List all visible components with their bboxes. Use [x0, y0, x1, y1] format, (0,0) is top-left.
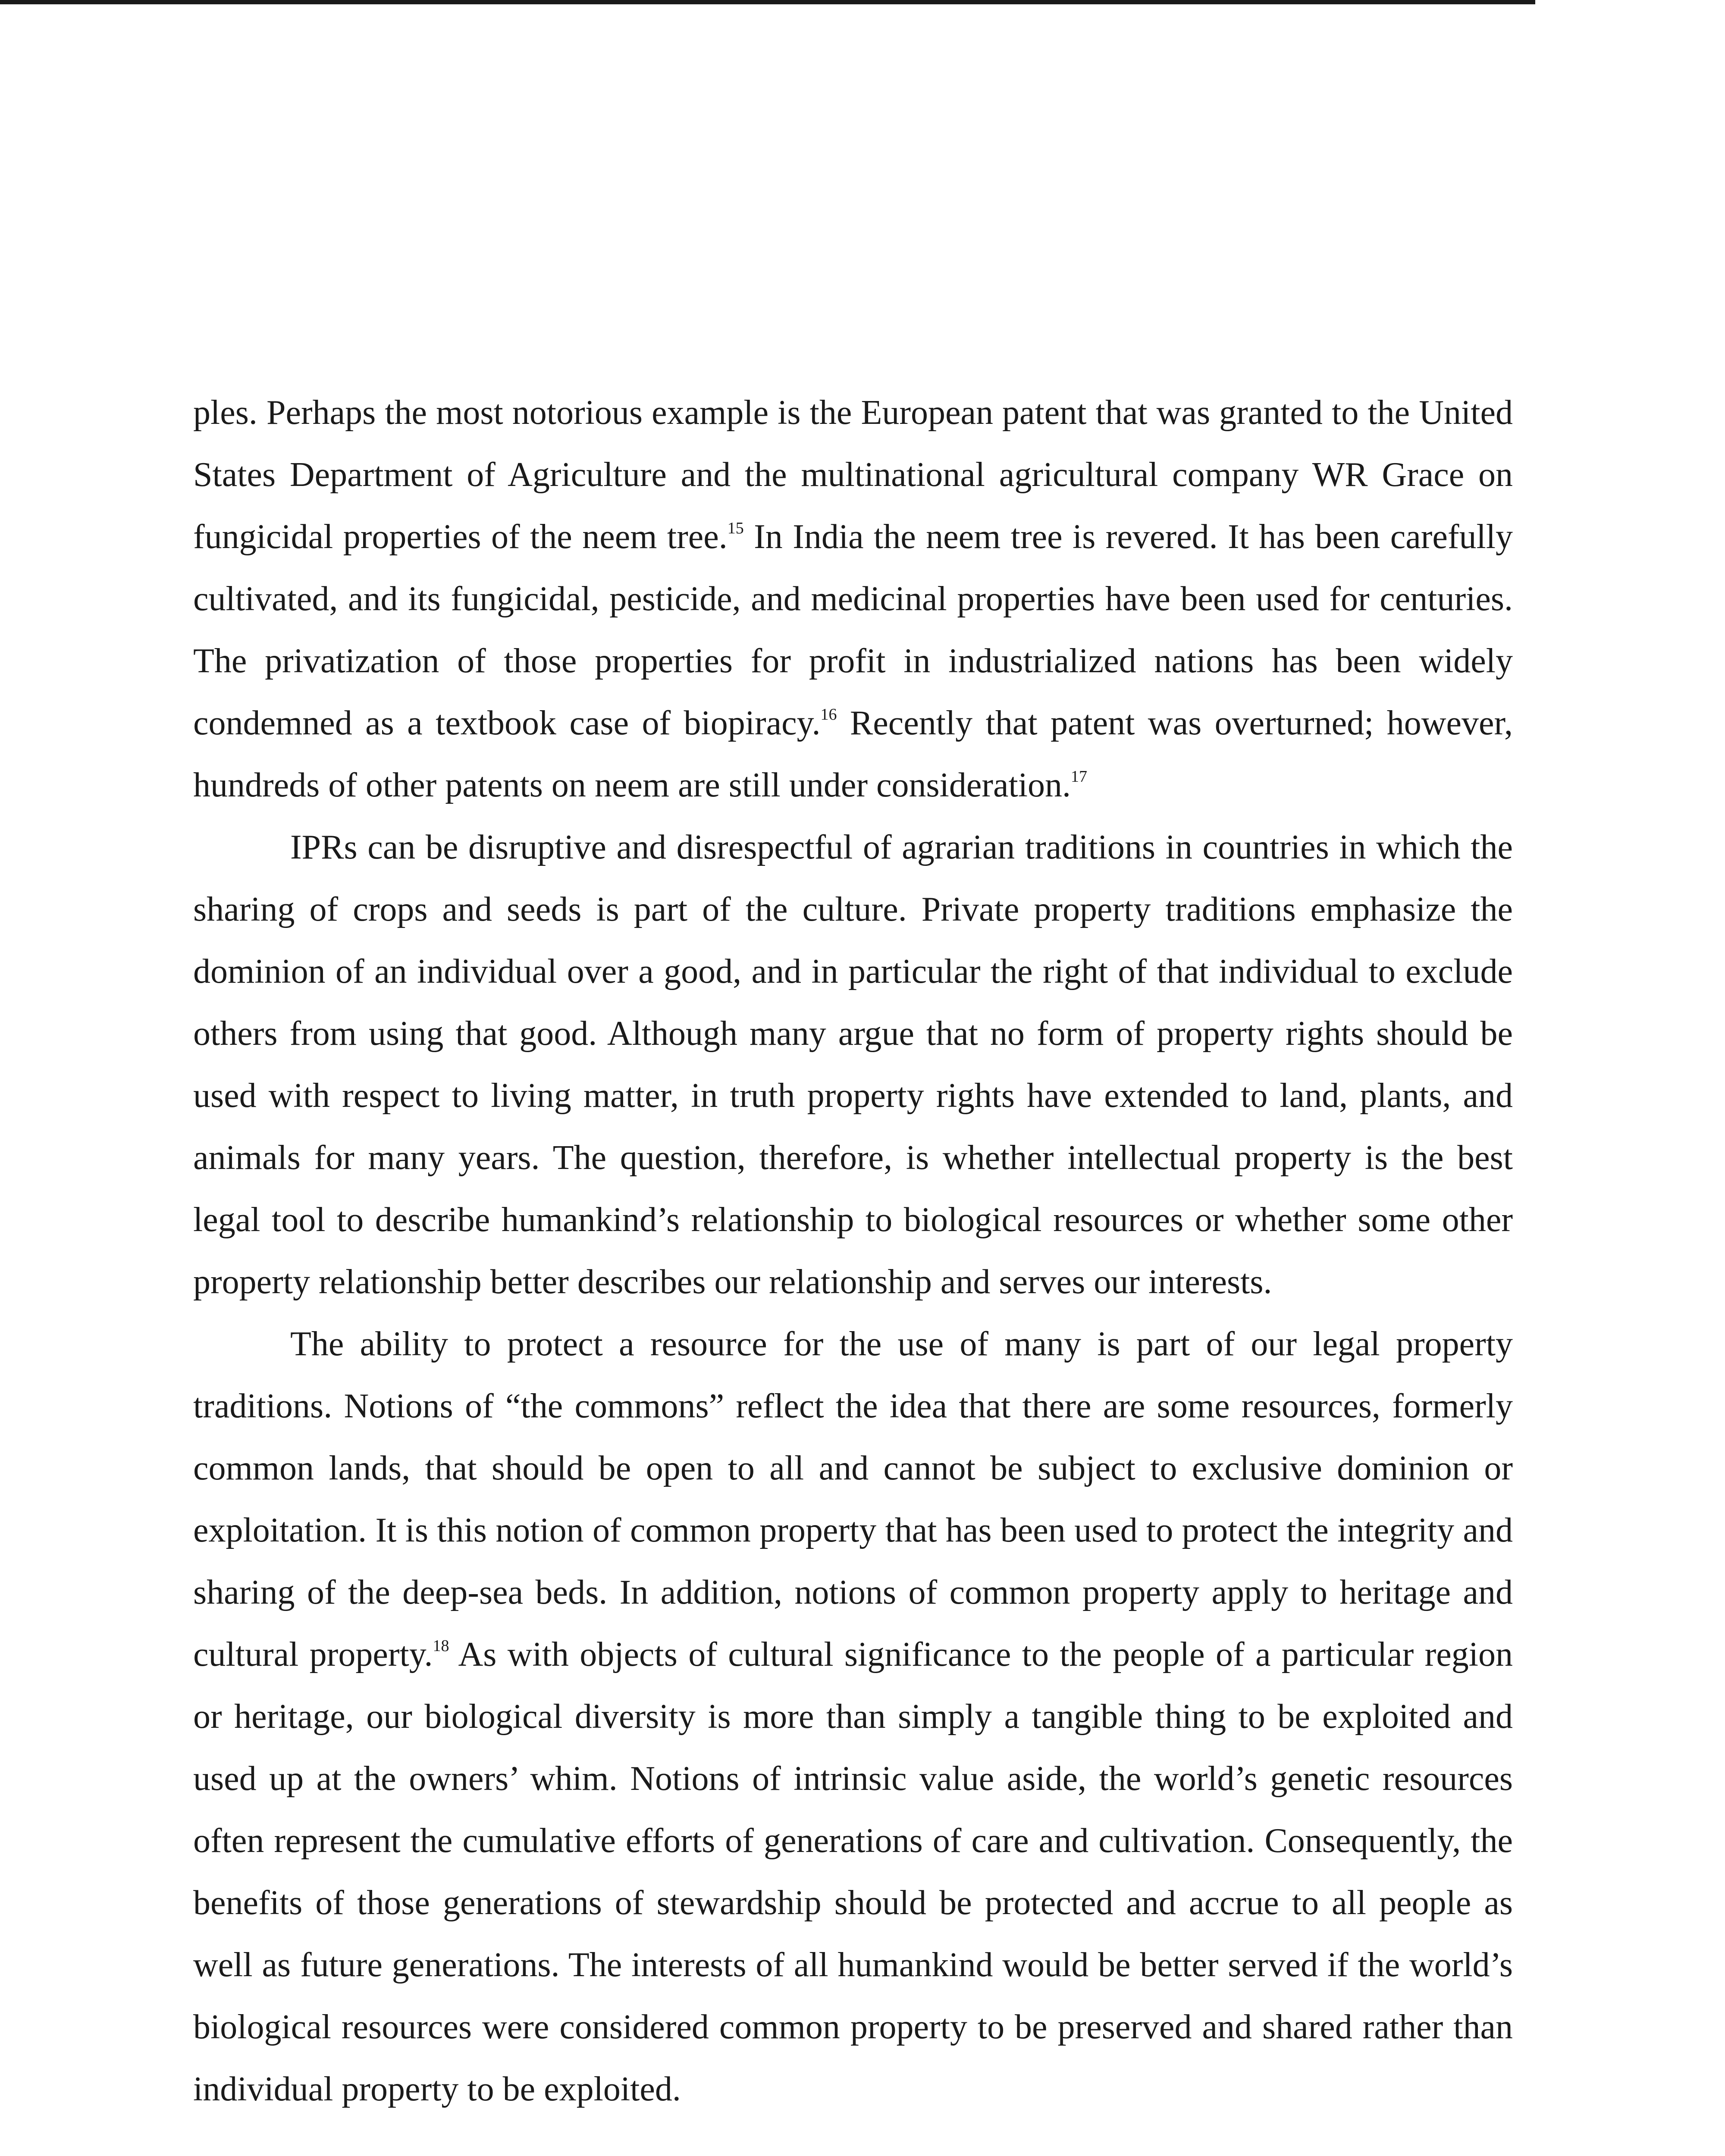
paragraph-1	[193, 382, 1513, 816]
footnote-ref-17[interactable]: 17	[1070, 768, 1087, 786]
body-text	[193, 382, 1513, 2120]
paragraph-1-sentence-2: In India the neem tree is revered. It has been carefully cultivated, and its fungicidal, pesticide, and medicinal properties have been used for centuries. The privatization of those properties for profit in industrialized nations has been widely condemned as a textbook case of biopiracy.	[193, 518, 1513, 742]
footnote-ref-16[interactable]: 16	[820, 705, 837, 724]
footnote-ref-15[interactable]: 15	[727, 519, 744, 537]
footnote-ref-18[interactable]: 18	[433, 1637, 449, 1655]
top-rule	[0, 0, 1535, 4]
paragraph-2: IPRs can be disruptive and disrespectful of agrarian traditions in countries in which the sharing of crops and seeds is part of the culture. Private property traditions emphasize the dominion of an individual over a good, and in particular the right of that individual to exclude others from using that good. Although many argue that no form of property rights should be used with respect to living matter, in truth property rights have extended to land, plants, and animals for many years. The question, therefore, is whether intellectual property is the best legal tool to describe humankind’s relationship to biological resources or whether some other property relationship better describes our relationship and serves our interests.	[193, 828, 1513, 1301]
paragraph-3-sentence-2: As with objects of cultural significance to the people of a particular region or heritage, our biological diversity is more than simply a tangible thing to be exploited and used up at the owners’ whim. Notions of intrinsic value aside, the world’s genetic resources often represent the cumulative efforts of generations of care and cultivation. Consequently, the benefits of those generations of stewardship should be protected and accrue to all people as well as future generations. The interests of all humankind would be better served if the world’s biological resources were considered common property to be preserved and shared rather than individual property to be exploited.	[193, 1636, 1513, 2108]
paragraph-1-sentence-3: Recently that patent was overturned; however, hundreds of other patents on neem are still under consideration.	[193, 704, 1513, 804]
paragraph-3-sentence-1: The ability to protect a resource for the use of many is part of our legal property traditions. Notions of “the commons” reflect the idea that there are some resources, formerly common lands, that should be open to all and cannot be subject to exclusive dominion or exploitation. It is this notion of common property that has been used to protect the integrity and sharing of the deep-sea beds. In addition, notions of common property apply to heritage and cultural property.	[193, 1325, 1513, 1673]
paragraph-1-sentence-1: ples. Perhaps the most notorious example is the European patent that was granted to the United States Department of Agriculture and the multinational agricultural company WR Grace on fungicidal properties of the neem tree.	[193, 394, 1513, 556]
paragraph-3	[193, 1313, 1513, 2120]
